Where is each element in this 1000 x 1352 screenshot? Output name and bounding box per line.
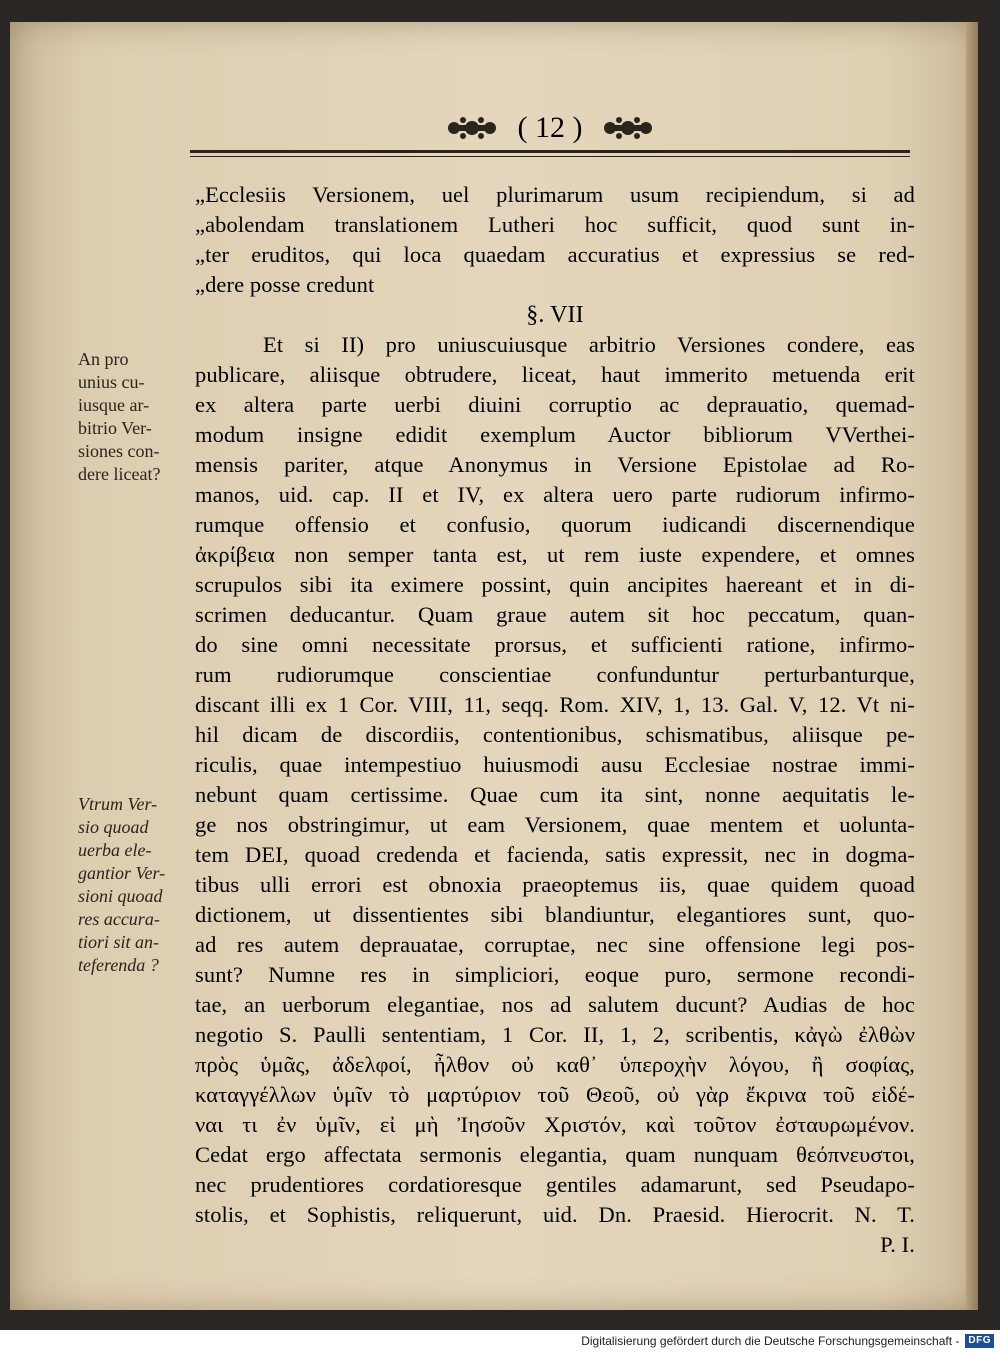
margin-note-line: Vtrum Ver- [78, 794, 158, 814]
margin-note-line: uerba ele- [78, 840, 152, 860]
text-line: discant illi ex 1 Cor. VIII, 11, seqq. Rom. XIV, 1, 13. Gal. V, 12. Vt ni- [195, 692, 915, 717]
text-line: stolis, et Sophistis, reliquerunt, uid. Dn. Praesid. Hierocrit. N. T. [195, 1202, 915, 1227]
text-line: sunt? Numne res in simpliciori, eoque puro, sermone recondi- [195, 962, 915, 987]
text-line: tibus ulli errori est obnoxia praeoptemus iis, quae quidem quoad [195, 872, 915, 897]
text-line: Et si II) pro uniuscuiusque arbitrio Versiones condere, eas [263, 332, 915, 357]
text-line: do sine omni necessitate prorsus, et sufficienti ratione, infirmo- [195, 632, 915, 657]
text-line: tae, an uerborum elegantiae, nos ad salutem ducunt? Audias de hoc [195, 992, 915, 1017]
margin-note-line: unius cu- [78, 372, 145, 392]
text-line: manos, uid. cap. II et IV, ex altera uero parte rudiorum infirmo- [195, 482, 915, 507]
ornament-left-icon [446, 115, 498, 141]
text-line: tem DEI, quoad credenda et facienda, satis expressit, nec in dogma- [195, 842, 915, 867]
text-line: scrupulos sibi ita eximere possint, quin ancipites haereant et in di- [195, 572, 915, 597]
text-line: nec prudentiores cordatioresque gentiles adamarunt, sed Pseudapo- [195, 1172, 915, 1197]
footer-credit: Digitalisierung gefördert durch die Deutsche Forschungsgemeinschaft - [581, 1334, 960, 1348]
text-line: rum rudiorumque conscientiae confunduntur perturbanturque, [195, 662, 915, 687]
text-line: καταγγέλλων ὑμῖν τὸ μαρτύριον τοῦ Θεοῦ, οὐ γὰρ ἔκρινα τοῦ εἰδέ- [195, 1082, 915, 1107]
text-line: mensis pariter, atque Anonymus in Versione Epistolae ad Ro- [195, 452, 915, 477]
margin-note-1 [78, 348, 210, 486]
margin-note-line: res accura- [78, 909, 160, 929]
text-line: hil dicam de discordiis, contentionibus, schismatibus, aliisque pe- [195, 722, 915, 747]
text-line: πρὸς ὑμᾶς, ἀδελφοί, ἦλθον οὐ καθ᾽ ὑπεροχὴν λόγου, ἢ σοφίας, [195, 1052, 915, 1077]
text-line: „abolendam translationem Lutheri hoc sufficit, quod sunt in- [195, 212, 915, 237]
ornament-right-icon [602, 115, 654, 141]
text-line: scrimen deducantur. Quam graue autem sit hoc peccatum, quan- [195, 602, 915, 627]
margin-note-line: bitrio Ver- [78, 418, 152, 438]
header-rule [190, 150, 910, 153]
text-line: riculis, quae intempestiuo huiusmodi ausu Ecclesiae nostrae immi- [195, 752, 915, 777]
text-line: ad res autem deprauatae, corruptae, nec sine offensione legi pos- [195, 932, 915, 957]
text-line: „ter eruditos, qui loca quaedam accuratius et expressius se red- [195, 242, 915, 267]
text-line: „dere posse credunt [195, 272, 375, 297]
page-edge [966, 22, 978, 1310]
text-line: dictionem, ut dissentientes sibi blandiuntur, elegantiores sunt, quo- [195, 902, 915, 927]
margin-note-line: teferenda ? [78, 955, 159, 975]
margin-note-line: sio quoad [78, 817, 149, 837]
page-header [430, 108, 670, 148]
text-line: ge nos obstringimur, ut eam Versionem, quae mentem et uolunta- [195, 812, 915, 837]
margin-note-2 [78, 793, 210, 977]
margin-note-line: iusque ar- [78, 395, 150, 415]
text-line: „Ecclesiis Versionem, uel plurimarum usum recipiendum, si ad [195, 182, 915, 207]
text-line: ναι τι ἐν ὑμῖν, εἰ μὴ Ἰησοῦν Χριστόν, καὶ τοῦτον ἐσταυρωμένον. [195, 1112, 915, 1137]
text-line: rumque offensio et confusio, quorum iudicandi discernendique [195, 512, 915, 537]
text-line: ex altera parte uerbi diuini corruptio ac deprauatio, quemad- [195, 392, 915, 417]
margin-note-line: siones con- [78, 441, 160, 461]
margin-note-line: gantior Ver- [78, 863, 166, 883]
margin-note-line: An pro [78, 349, 129, 369]
text-line: negotio S. Paulli sententiam, 1 Cor. II, 1, 2, scribentis, κἀγὼ ἐλθὼν [195, 1022, 915, 1047]
body-text [195, 180, 915, 1260]
digitization-footer [0, 1330, 1000, 1352]
dfg-logo-icon: DFG [965, 1334, 994, 1348]
margin-note-line: tiori sit an- [78, 932, 160, 952]
page-number: ( 12 ) [517, 111, 583, 144]
text-line: modum insigne edidit exemplum Auctor bibliorum VVerthei- [195, 422, 915, 447]
margin-note-line: sioni quoad [78, 886, 163, 906]
catchword: P. I. [880, 1232, 915, 1257]
text-line: nebunt quam certissime. Quae cum ita sint, nonne aequitatis le- [195, 782, 915, 807]
text-line: Cedat ergo affectata sermonis elegantia, quam nunquam θεόπνευστοι, [195, 1142, 915, 1167]
text-line: publicare, aliisque obtrudere, liceat, haut immerito metuenda erit [195, 362, 915, 387]
text-line: ἀκρίβεια non semper tanta est, ut rem iuste expendere, et omnes [195, 542, 915, 567]
section-heading: §. VII [526, 302, 584, 328]
header-rule-thin [190, 156, 910, 157]
margin-note-line: dere liceat? [78, 464, 161, 484]
